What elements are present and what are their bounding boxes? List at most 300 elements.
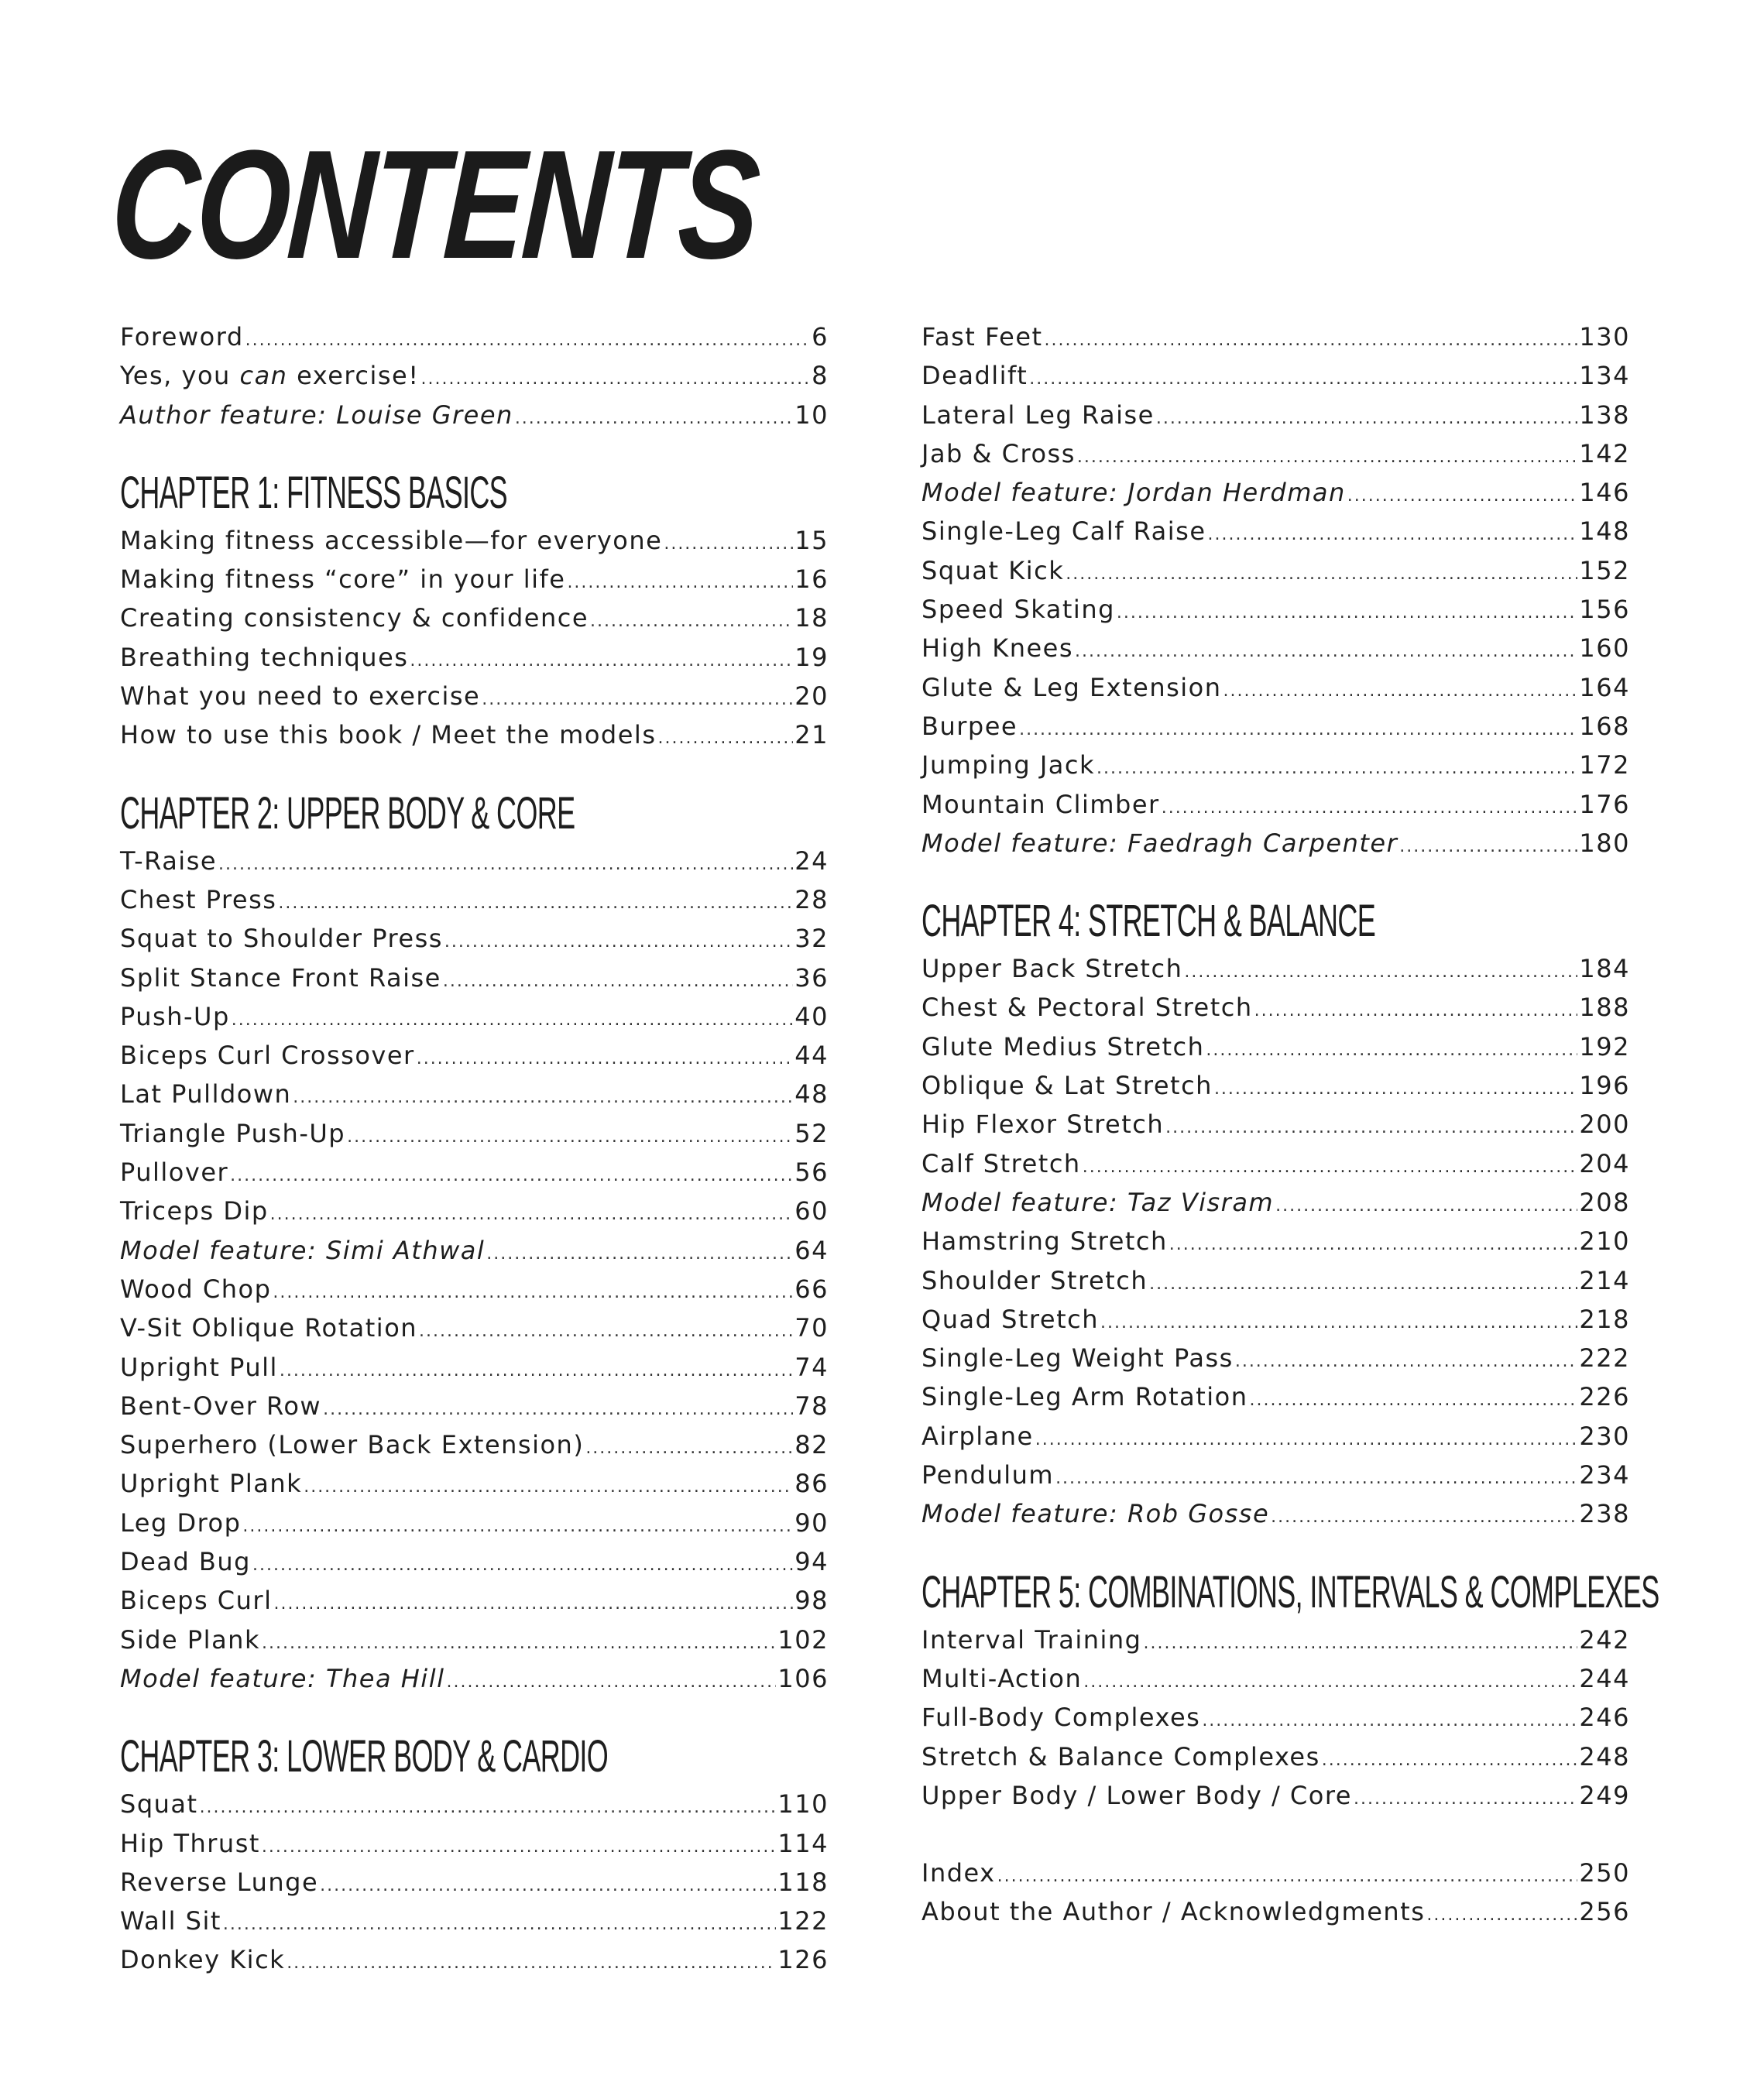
entry-page-number: 94	[794, 1547, 829, 1577]
dot-leader	[252, 1546, 793, 1585]
toc-entry[interactable]	[921, 1027, 1630, 1066]
toc-entry[interactable]	[120, 919, 829, 958]
entry-title: Push-Up	[120, 1001, 230, 1031]
entry-page-number: 192	[1579, 1031, 1630, 1062]
entry-title: Jumping Jack	[921, 750, 1096, 780]
dot-leader	[1162, 789, 1578, 828]
toc-entry[interactable]	[921, 746, 1630, 784]
dot-leader	[1035, 1421, 1578, 1459]
entry-page-number: 36	[794, 962, 829, 993]
chapter-heading: CHAPTER 4: STRETCH & BALANCE	[921, 896, 1376, 947]
entry-page-number: 21	[794, 720, 829, 750]
entry-title: Wood Chop	[120, 1274, 272, 1304]
entry-title: Stretch & Balance Complexes	[921, 1741, 1320, 1771]
entry-page-number: 114	[777, 1828, 829, 1858]
dot-leader	[200, 1789, 777, 1827]
entry-page-number: 249	[1579, 1780, 1630, 1810]
entry-page-number: 78	[794, 1391, 829, 1421]
toc-entry[interactable]	[120, 1824, 829, 1863]
entry-page-number: 160	[1579, 633, 1630, 664]
entry-title: Upper Body / Lower Body / Core	[921, 1780, 1352, 1810]
dot-leader	[1149, 1265, 1577, 1304]
entry-title: Wall Sit	[120, 1906, 221, 1936]
dot-leader	[1399, 828, 1577, 866]
entry-page-number: 16	[794, 564, 829, 595]
dot-leader	[1254, 992, 1578, 1031]
dot-leader	[1426, 1896, 1577, 1935]
toc-entry[interactable]	[120, 1621, 829, 1659]
entry-page-number: 24	[794, 845, 829, 876]
toc-entry[interactable]	[921, 1659, 1630, 1698]
entry-page-number: 20	[794, 681, 829, 712]
entry-page-number: 66	[794, 1274, 829, 1304]
entry-page-number: 244	[1579, 1663, 1630, 1693]
entry-page-number: 204	[1579, 1148, 1630, 1178]
toc-entry[interactable]	[120, 1192, 829, 1230]
dot-leader	[262, 1624, 776, 1663]
dot-leader	[304, 1468, 793, 1507]
toc-entry[interactable]	[921, 551, 1630, 590]
dot-leader	[1096, 749, 1577, 788]
entry-page-number: 110	[777, 1789, 829, 1819]
entry-title-emphasis: can	[239, 361, 288, 391]
toc-entry[interactable]	[921, 1144, 1630, 1183]
toc-entry[interactable]	[120, 638, 829, 677]
entry-title: About the Author / Acknowledgments	[921, 1897, 1426, 1927]
dot-leader	[1029, 360, 1577, 399]
entry-title: Shoulder Stretch	[921, 1265, 1148, 1295]
spacer	[921, 1815, 1630, 1854]
entry-title	[120, 356, 420, 395]
toc-entry[interactable]	[120, 1940, 829, 1979]
dot-leader	[1223, 672, 1578, 711]
dot-leader	[1347, 477, 1578, 516]
toc-entry[interactable]	[921, 1339, 1630, 1377]
dot-leader	[242, 1507, 793, 1546]
dot-leader	[223, 1905, 777, 1944]
entry-title: Model feature: Taz Visram	[921, 1187, 1275, 1217]
entry-page-number: 122	[777, 1906, 829, 1936]
dot-leader	[1156, 400, 1578, 438]
entry-title: Hip Flexor Stretch	[921, 1110, 1165, 1140]
dot-leader	[482, 681, 793, 719]
entry-title: Burpee	[921, 711, 1018, 741]
dot-leader	[1275, 1187, 1577, 1226]
toc-entry[interactable]	[120, 1308, 829, 1347]
dot-leader	[278, 884, 793, 923]
toc-entry[interactable]	[921, 512, 1630, 550]
entry-page-number: 82	[794, 1430, 829, 1460]
entry-page-number: 28	[794, 884, 829, 914]
toc-entry[interactable]	[921, 1222, 1630, 1260]
dot-leader	[1208, 516, 1578, 554]
entry-page-number: 172	[1579, 750, 1630, 780]
dot-leader	[1184, 953, 1577, 992]
toc-entry[interactable]	[921, 396, 1630, 434]
entry-page-number: 56	[794, 1158, 829, 1188]
entry-page-number: 164	[1579, 672, 1630, 702]
entry-page-number: 168	[1579, 711, 1630, 741]
dot-leader	[515, 400, 793, 438]
entry-page-number: 226	[1579, 1382, 1630, 1412]
toc-entry[interactable]	[120, 1387, 829, 1425]
dot-leader	[590, 602, 793, 641]
entry-title: Reverse Lunge	[120, 1867, 319, 1897]
dot-leader	[1100, 1304, 1577, 1343]
entry-title: Biceps Curl Crossover	[120, 1041, 415, 1071]
dot-leader	[444, 923, 793, 962]
dot-leader	[664, 525, 793, 564]
toc-entry[interactable]	[120, 959, 829, 997]
entry-page-number: 176	[1579, 789, 1630, 819]
dot-leader	[323, 1391, 793, 1429]
entry-page-number: 142	[1579, 438, 1630, 468]
toc-entry[interactable]	[120, 1114, 829, 1153]
toc-entry[interactable]	[921, 1776, 1630, 1815]
toc-entry[interactable]	[921, 785, 1630, 824]
dot-leader	[1055, 1459, 1577, 1498]
dot-leader	[1354, 1780, 1577, 1819]
entry-page-number: 15	[794, 525, 829, 555]
dot-leader	[293, 1079, 793, 1117]
entry-title: Speed Skating	[921, 595, 1115, 625]
entry-page-number: 102	[777, 1624, 829, 1655]
dot-leader	[1214, 1070, 1577, 1109]
entry-page-number: 106	[777, 1663, 829, 1693]
toc-entry[interactable]	[921, 668, 1630, 707]
entry-title: Triceps Dip	[120, 1196, 269, 1226]
entry-page-number: 10	[794, 400, 829, 430]
entry-title: Making fitness “core” in your life	[120, 564, 566, 595]
dot-leader	[417, 1040, 794, 1079]
toc-entry[interactable]	[921, 707, 1630, 746]
entry-page-number: 146	[1579, 478, 1630, 508]
entry-title-part: Yes, you	[120, 361, 240, 391]
toc-entry[interactable]	[921, 1417, 1630, 1456]
toc-entry[interactable]	[120, 1464, 829, 1503]
dot-leader	[1077, 438, 1578, 477]
entry-title: Multi-Action	[921, 1663, 1083, 1693]
entry-title: Foreword	[120, 322, 244, 352]
toc-entry[interactable]	[120, 1231, 829, 1270]
dot-leader	[1322, 1741, 1578, 1780]
toc-entry[interactable]	[120, 356, 829, 395]
entry-page-number: 148	[1579, 516, 1630, 547]
dot-leader	[270, 1195, 794, 1234]
dot-leader	[1019, 711, 1577, 749]
toc-entry[interactable]	[921, 590, 1630, 629]
entry-title: Glute & Leg Extension	[921, 672, 1222, 702]
dot-leader	[657, 719, 793, 758]
entry-title: High Knees	[921, 633, 1074, 664]
dot-leader	[320, 1867, 776, 1905]
entry-title-part: exercise!	[287, 361, 420, 391]
toc-entry[interactable]	[921, 1698, 1630, 1737]
toc-entry[interactable]	[120, 1153, 829, 1192]
entry-title: Glute Medius Stretch	[921, 1031, 1205, 1062]
dot-leader	[262, 1828, 777, 1867]
entry-page-number: 19	[794, 642, 829, 672]
entry-page-number: 18	[794, 603, 829, 633]
entry-title: Superhero (Lower Back Extension)	[120, 1430, 585, 1460]
page-title: CONTENTS	[107, 118, 762, 291]
dot-leader	[230, 1157, 793, 1195]
toc-left-column	[120, 317, 829, 1980]
entry-page-number: 138	[1579, 400, 1630, 430]
entry-title: Hip Thrust	[120, 1828, 260, 1858]
toc-entry[interactable]	[120, 1581, 829, 1620]
toc-entry[interactable]	[120, 598, 829, 637]
toc-entry[interactable]	[921, 824, 1630, 863]
entry-title: What you need to exercise	[120, 681, 481, 712]
toc-entry[interactable]	[120, 842, 829, 880]
dot-leader	[443, 962, 793, 1001]
entry-page-number: 246	[1579, 1703, 1630, 1733]
dot-leader	[1165, 1109, 1577, 1147]
toc-entry[interactable]	[120, 1348, 829, 1387]
dot-leader	[218, 845, 793, 884]
entry-title: Upper Back Stretch	[921, 954, 1183, 984]
toc-entry[interactable]	[120, 715, 829, 754]
entry-page-number: 70	[794, 1313, 829, 1343]
dot-leader	[1143, 1624, 1577, 1663]
entry-page-number: 90	[794, 1507, 829, 1538]
toc-entry[interactable]	[120, 997, 829, 1036]
entry-title: Breathing techniques	[120, 642, 409, 672]
entry-page-number: 8	[812, 361, 829, 391]
toc-entry[interactable]	[921, 1494, 1630, 1533]
entry-title: Airplane	[921, 1421, 1034, 1451]
dot-leader	[1083, 1663, 1577, 1702]
toc-entry[interactable]	[120, 880, 829, 919]
toc-entry[interactable]	[921, 356, 1630, 395]
chapter-heading: CHAPTER 2: UPPER BODY & CORE	[120, 787, 575, 839]
toc-entry[interactable]	[921, 1300, 1630, 1339]
toc-entry[interactable]	[921, 434, 1630, 473]
entry-title: Index	[921, 1858, 996, 1888]
entry-title: Fast Feet	[921, 322, 1043, 352]
entry-title: Creating consistency & confidence	[120, 603, 589, 633]
toc-entry[interactable]	[921, 949, 1630, 988]
entry-page-number: 48	[794, 1079, 829, 1110]
toc-entry[interactable]	[921, 1892, 1630, 1931]
dot-leader	[419, 1312, 793, 1351]
toc-entry[interactable]	[120, 677, 829, 715]
entry-page-number: 208	[1579, 1187, 1630, 1217]
entry-page-number: 60	[794, 1196, 829, 1226]
entry-page-number: 242	[1579, 1624, 1630, 1655]
toc-entry[interactable]	[120, 317, 829, 356]
entry-title: Model feature: Faedragh Carpenter	[921, 828, 1399, 858]
dot-leader	[1169, 1226, 1578, 1264]
dot-leader	[1066, 555, 1577, 594]
entry-title: Pullover	[120, 1158, 229, 1188]
entry-title: Side Plank	[120, 1624, 260, 1655]
dot-leader	[1117, 594, 1578, 633]
dot-leader	[421, 360, 811, 399]
toc-entry[interactable]	[120, 1659, 829, 1698]
dot-leader	[1235, 1343, 1578, 1381]
entry-page-number: 52	[794, 1118, 829, 1148]
entry-page-number: 86	[794, 1469, 829, 1499]
entry-title: Upright Plank	[120, 1469, 303, 1499]
dot-leader	[347, 1118, 793, 1157]
entry-page-number: 218	[1579, 1304, 1630, 1334]
toc-entry[interactable]	[120, 1425, 829, 1464]
dot-leader	[585, 1429, 793, 1468]
entry-title: Making fitness accessible—for everyone	[120, 525, 663, 555]
dot-leader	[997, 1857, 1578, 1896]
toc-entry[interactable]	[120, 1075, 829, 1113]
dot-leader	[446, 1663, 776, 1702]
entry-title: V-Sit Oblique Rotation	[120, 1313, 418, 1343]
entry-title: Hamstring Stretch	[921, 1226, 1168, 1257]
entry-title: Leg Drop	[120, 1507, 242, 1538]
entry-title: Donkey Kick	[120, 1945, 286, 1975]
toc-entry[interactable]	[921, 1737, 1630, 1776]
toc-entry[interactable]	[120, 1785, 829, 1823]
entry-page-number: 134	[1579, 361, 1630, 391]
toc-right-column	[921, 317, 1659, 1932]
entry-page-number: 6	[812, 322, 829, 352]
dot-leader	[273, 1274, 793, 1312]
entry-page-number: 234	[1579, 1460, 1630, 1490]
entry-title: Full-Body Complexes	[921, 1703, 1201, 1733]
entry-page-number: 156	[1579, 595, 1630, 625]
entry-title: Squat Kick	[921, 555, 1065, 585]
entry-title: Upright Pull	[120, 1352, 278, 1382]
entry-title: Dead Bug	[120, 1547, 251, 1577]
entry-page-number: 152	[1579, 555, 1630, 585]
toc-entry[interactable]	[120, 1504, 829, 1542]
toc-entry[interactable]	[921, 1854, 1630, 1892]
toc-entry[interactable]	[120, 396, 829, 434]
entry-title: Chest & Pectoral Stretch	[921, 993, 1253, 1023]
toc-entry[interactable]	[921, 317, 1630, 356]
entry-title: Chest Press	[120, 884, 277, 914]
chapter-heading: CHAPTER 3: LOWER BODY & CARDIO	[120, 1731, 609, 1782]
entry-page-number: 130	[1579, 322, 1630, 352]
entry-page-number: 222	[1579, 1343, 1630, 1374]
dot-leader	[273, 1585, 793, 1624]
entry-title: Split Stance Front Raise	[120, 962, 441, 993]
toc-entry[interactable]	[921, 1261, 1630, 1300]
entry-page-number: 44	[794, 1041, 829, 1071]
entry-page-number: 64	[794, 1235, 829, 1265]
entry-title: Mountain Climber	[921, 789, 1160, 819]
dot-leader	[1075, 633, 1577, 671]
entry-page-number: 250	[1579, 1858, 1630, 1888]
entry-title: Squat	[120, 1789, 198, 1819]
entry-page-number: 200	[1579, 1110, 1630, 1140]
entry-title: Deadlift	[921, 361, 1028, 391]
entry-page-number: 74	[794, 1352, 829, 1382]
entry-title: Model feature: Simi Athwal	[120, 1235, 486, 1265]
entry-title: Author feature: Louise Green	[120, 400, 513, 430]
entry-page-number: 196	[1579, 1071, 1630, 1101]
toc-entry[interactable]	[921, 1456, 1630, 1494]
entry-title: Triangle Push-Up	[120, 1118, 346, 1148]
entry-page-number: 180	[1579, 828, 1630, 858]
toc-entry[interactable]	[921, 988, 1630, 1027]
entry-page-number: 40	[794, 1001, 829, 1031]
dot-leader	[1045, 321, 1578, 360]
entry-page-number: 238	[1579, 1499, 1630, 1529]
toc-entry[interactable]	[120, 1863, 829, 1902]
entry-title: Single-Leg Calf Raise	[921, 516, 1206, 547]
entry-title: Calf Stretch	[921, 1148, 1081, 1178]
toc-entry[interactable]	[120, 1036, 829, 1075]
dot-leader	[1206, 1031, 1577, 1070]
entry-title: Single-Leg Arm Rotation	[921, 1382, 1248, 1412]
entry-page-number: 98	[794, 1586, 829, 1616]
entry-title: Biceps Curl	[120, 1586, 273, 1616]
entry-page-number: 184	[1579, 954, 1630, 984]
toc-entry[interactable]	[921, 1066, 1630, 1105]
entry-page-number: 188	[1579, 993, 1630, 1023]
toc-entry[interactable]	[120, 521, 829, 560]
toc-entry[interactable]	[120, 1542, 829, 1581]
entry-title: Model feature: Jordan Herdman	[921, 478, 1346, 508]
dot-leader	[1083, 1148, 1578, 1187]
entry-title: Pendulum	[921, 1460, 1055, 1490]
toc-entry[interactable]	[921, 629, 1630, 667]
entry-page-number: 118	[777, 1867, 829, 1897]
dot-leader	[410, 642, 793, 681]
entry-title: Model feature: Rob Gosse	[921, 1499, 1270, 1529]
entry-page-number: 214	[1579, 1265, 1630, 1295]
entry-title: Bent-Over Row	[120, 1391, 322, 1421]
toc-entry[interactable]	[921, 1377, 1630, 1416]
entry-page-number: 210	[1579, 1226, 1630, 1257]
dot-leader	[486, 1235, 793, 1274]
entry-title: Single-Leg Weight Pass	[921, 1343, 1234, 1374]
entry-title: Lat Pulldown	[120, 1079, 292, 1110]
dot-leader	[287, 1944, 776, 1983]
dot-leader	[232, 1001, 794, 1040]
toc-entry[interactable]	[921, 1621, 1630, 1659]
entry-title: Lateral Leg Raise	[921, 400, 1155, 430]
toc-entry[interactable]	[921, 473, 1630, 512]
entry-page-number: 256	[1579, 1897, 1630, 1927]
entry-page-number: 230	[1579, 1421, 1630, 1451]
entry-title: Interval Training	[921, 1624, 1142, 1655]
entry-page-number: 126	[777, 1945, 829, 1975]
entry-title: Quad Stretch	[921, 1304, 1099, 1334]
dot-leader	[1271, 1498, 1577, 1537]
entry-page-number: 248	[1579, 1741, 1630, 1771]
dot-leader	[280, 1352, 793, 1391]
toc-entry[interactable]	[120, 560, 829, 598]
toc-entry[interactable]	[921, 1105, 1630, 1144]
entry-title: T-Raise	[120, 845, 218, 876]
toc-entry[interactable]	[120, 1270, 829, 1308]
entry-page-number: 32	[794, 924, 829, 954]
toc-entry[interactable]	[921, 1183, 1630, 1222]
entry-title: How to use this book / Meet the models	[120, 720, 657, 750]
dot-leader	[245, 321, 811, 360]
chapter-heading: CHAPTER 5: COMBINATIONS, INTERVALS & COMPLEXES	[921, 1566, 1659, 1617]
entry-title: Squat to Shoulder Press	[120, 924, 443, 954]
entry-title: Model feature: Thea Hill	[120, 1663, 445, 1693]
entry-title: Oblique & Lat Stretch	[921, 1071, 1213, 1101]
toc-entry[interactable]	[120, 1902, 829, 1940]
dot-leader	[567, 564, 793, 602]
entry-title: Jab & Cross	[921, 438, 1076, 468]
chapter-heading: CHAPTER 1: FITNESS BASICS	[120, 467, 508, 518]
dot-leader	[1202, 1702, 1577, 1741]
dot-leader	[1250, 1381, 1578, 1420]
